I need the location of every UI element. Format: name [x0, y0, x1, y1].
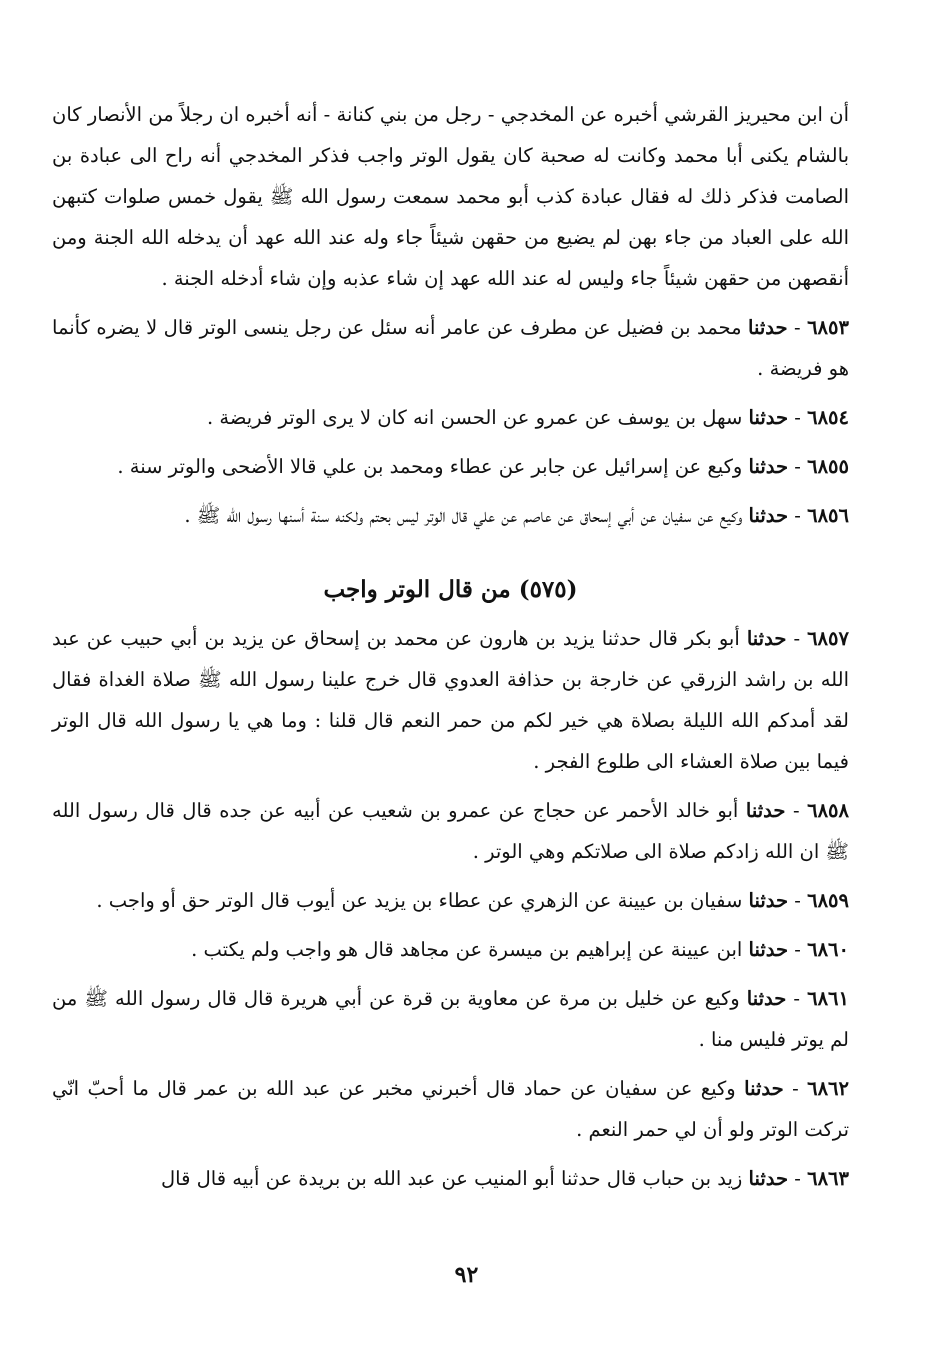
hadith-entry-6858: ٦٨٥٨ - حدثنا أبو خالد الأحمر عن حجاج عن عمرو بن شعيب عن أبيه عن جده قال قال رسول الله ﷺ ان الله زادكم صلاة الى صلاتكم وهي الوتر . — [52, 799, 849, 863]
hadith-text: وكيع عن إسرائيل عن جابر عن عطاء ومحمد بن علي قالا الأضحى والوتر سنة . — [117, 455, 743, 478]
hadith-text: زيد بن حباب قال حدثنا أبو المنيب عن عبد الله بن بريدة عن أبيه قال قال — [160, 1167, 743, 1190]
hadith-number: ٦٨٥٧ — [807, 627, 849, 650]
hadith-entry-6853: ٦٨٥٣ - حدثنا محمد بن فضيل عن مطرف عن عامر أنه سئل عن رجل ينسى الوتر قال لا يضره كأنما هو فريضة . — [52, 316, 849, 380]
hadith-text: سفيان بن عيينة عن الزهري عن عطاء بن يزيد عن أيوب قال الوتر حق أو واجب . — [96, 889, 743, 912]
hadith-text: محمد بن فضيل عن مطرف عن عامر أنه سئل عن رجل ينسى الوتر قال لا يضره كأنما هو فريضة . — [52, 316, 849, 380]
hadith-text: أبو خالد الأحمر عن حجاج عن عمرو بن شعيب عن أبيه عن جده قال قال رسول الله ﷺ ان الله زادكم صلاة الى صلاتكم وهي الوتر . — [52, 799, 849, 863]
hadith-entry-6862: ٦٨٦٢ - حدثنا وكيع عن سفيان عن حماد قال أخبرني مخبر عن عبد الله بن عمر قال ما أحبّ انّي تركت الوتر ولو أن لي حمر النعم . — [52, 1077, 849, 1141]
hadith-text: وكيع عن سفيان عن أبي إسحاق عن عاصم عن علي قال الوتر ليس بحتم ولكنه سنة أسنها رسول الله ﷺ . — [184, 504, 743, 527]
hadith-opening: حدثنا — [746, 987, 787, 1010]
hadith-entry-6860: ٦٨٦٠ - حدثنا ابن عيينة عن إبراهيم بن ميسرة عن مجاهد قال هو واجب ولم يكتب . — [191, 938, 849, 961]
hadith-entry-6854: ٦٨٥٤ - حدثنا سهل بن يوسف عن عمرو عن الحسن انه كان لا يرى الوتر فريضة . — [207, 406, 849, 429]
hadith-number: ٦٨٥٦ — [807, 504, 849, 527]
hadith-number: ٦٨٥٤ — [807, 406, 849, 429]
hadith-entry-6859: ٦٨٥٩ - حدثنا سفيان بن عيينة عن الزهري عن عطاء بن يزيد عن أيوب قال الوتر حق أو واجب . — [96, 889, 849, 912]
intro-paragraph: أن ابن محيريز القرشي أخبره عن المخدجي - رجل من بني كنانة - أنه أخبره ان رجلاً من الأنصار كان بالشام يكنى أبا محمد وكانت له صحبة كان يقول الوتر واجب فذكر المخدجي أنه راح الى عبادة بن الصامت فذكر ذلك له فقال عبادة كذب أبو محمد سمعت رسول الله ﷺ يقول خمس صلوات كتبهن الله على العباد من جاء بهن لم يضيع من حقهن شيئاً جاء وله عند الله عهد أن يدخله الله الجنة ومن أنقصهن من حقهن شيئاً جاء وليس له عند الله عهد إن شاء عذبه وإن شاء أدخله الجنة . — [52, 103, 849, 290]
hadith-number: ٦٨٥٥ — [807, 455, 849, 478]
hadith-text: أبو بكر قال حدثنا يزيد بن هارون عن محمد بن إسحاق عن يزيد بن أبي حبيب عن عبد الله بن راشد الزرقي عن خارجة بن حذافة العدوي قال خرج علينا رسول الله ﷺ صلاة الغداة فقال لقد أمدكم الله الليلة بصلاة هي خير لكم من حمر النعم قال قلنا : وما هي يا رسول الله قال الوتر فيما بين صلاة العشاء الى طلوع الفجر . — [52, 627, 849, 773]
hadith-number: ٦٨٦٠ — [807, 938, 849, 961]
hadith-text: وكيع عن خليل بن مرة عن معاوية بن قرة عن أبي هريرة قال قال رسول الله ﷺ من لم يوتر فليس منا . — [52, 987, 849, 1051]
hadith-entry-6856: ٦٨٥٦ - حدثنا وكيع عن سفيان عن أبي إسحاق عن عاصم عن علي قال الوتر ليس بحتم ولكنه سنة أسنها رسول الله ﷺ . — [184, 504, 849, 527]
section-heading: (٥٧٥) من قال الوتر واجب — [323, 576, 578, 603]
hadith-number: ٦٨٥٩ — [807, 889, 849, 912]
hadith-text: ابن عيينة عن إبراهيم بن ميسرة عن مجاهد قال هو واجب ولم يكتب . — [191, 938, 743, 961]
hadith-opening: حدثنا — [748, 504, 789, 527]
hadith-number: ٦٨٦١ — [807, 987, 849, 1010]
hadith-number: ٦٨٦٢ — [807, 1077, 849, 1100]
hadith-opening: حدثنا — [748, 455, 789, 478]
hadith-opening: حدثنا — [748, 938, 789, 961]
hadith-opening: حدثنا — [744, 1077, 784, 1100]
hadith-opening: حدثنا — [746, 627, 787, 650]
hadith-opening: حدثنا — [748, 889, 789, 912]
hadith-entry-6861: ٦٨٦١ - حدثنا وكيع عن خليل بن مرة عن معاوية بن قرة عن أبي هريرة قال قال رسول الله ﷺ من لم يوتر فليس منا . — [52, 987, 849, 1051]
hadith-entry-6863: ٦٨٦٣ - حدثنا زيد بن حباب قال حدثنا أبو المنيب عن عبد الله بن بريدة عن أبيه قال قال — [160, 1167, 849, 1190]
hadith-opening: حدثنا — [748, 406, 789, 429]
hadith-number: ٦٨٦٣ — [807, 1167, 849, 1190]
hadith-text: وكيع عن سفيان عن حماد قال أخبرني مخبر عن عبد الله بن عمر قال ما أحبّ انّي تركت الوتر ولو أن لي حمر النعم . — [52, 1077, 849, 1141]
hadith-text: سهل بن يوسف عن عمرو عن الحسن انه كان لا يرى الوتر فريضة . — [207, 406, 743, 429]
hadith-entry-6857: ٦٨٥٧ - حدثنا أبو بكر قال حدثنا يزيد بن هارون عن محمد بن إسحاق عن يزيد بن أبي حبيب عن عبد الله بن راشد الزرقي عن خارجة بن حذافة العدوي قال خرج علينا رسول الله ﷺ صلاة الغداة فقال لقد أمدكم الله الليلة بصلاة هي خير لكم من حمر النعم قال قلنا : وما هي يا رسول الله قال الوتر فيما بين صلاة العشاء الى طلوع الفجر . — [52, 627, 849, 773]
hadith-number: ٦٨٥٨ — [807, 799, 849, 822]
hadith-opening: حدثنا — [748, 1167, 789, 1190]
hadith-number: ٦٨٥٣ — [807, 316, 849, 339]
hadith-entry-6855: ٦٨٥٥ - حدثنا وكيع عن إسرائيل عن جابر عن عطاء ومحمد بن علي قالا الأضحى والوتر سنة . — [117, 455, 849, 478]
hadith-opening: حدثنا — [748, 316, 788, 339]
hadith-opening: حدثنا — [745, 799, 786, 822]
page-number: ٩٢ — [454, 1262, 479, 1288]
